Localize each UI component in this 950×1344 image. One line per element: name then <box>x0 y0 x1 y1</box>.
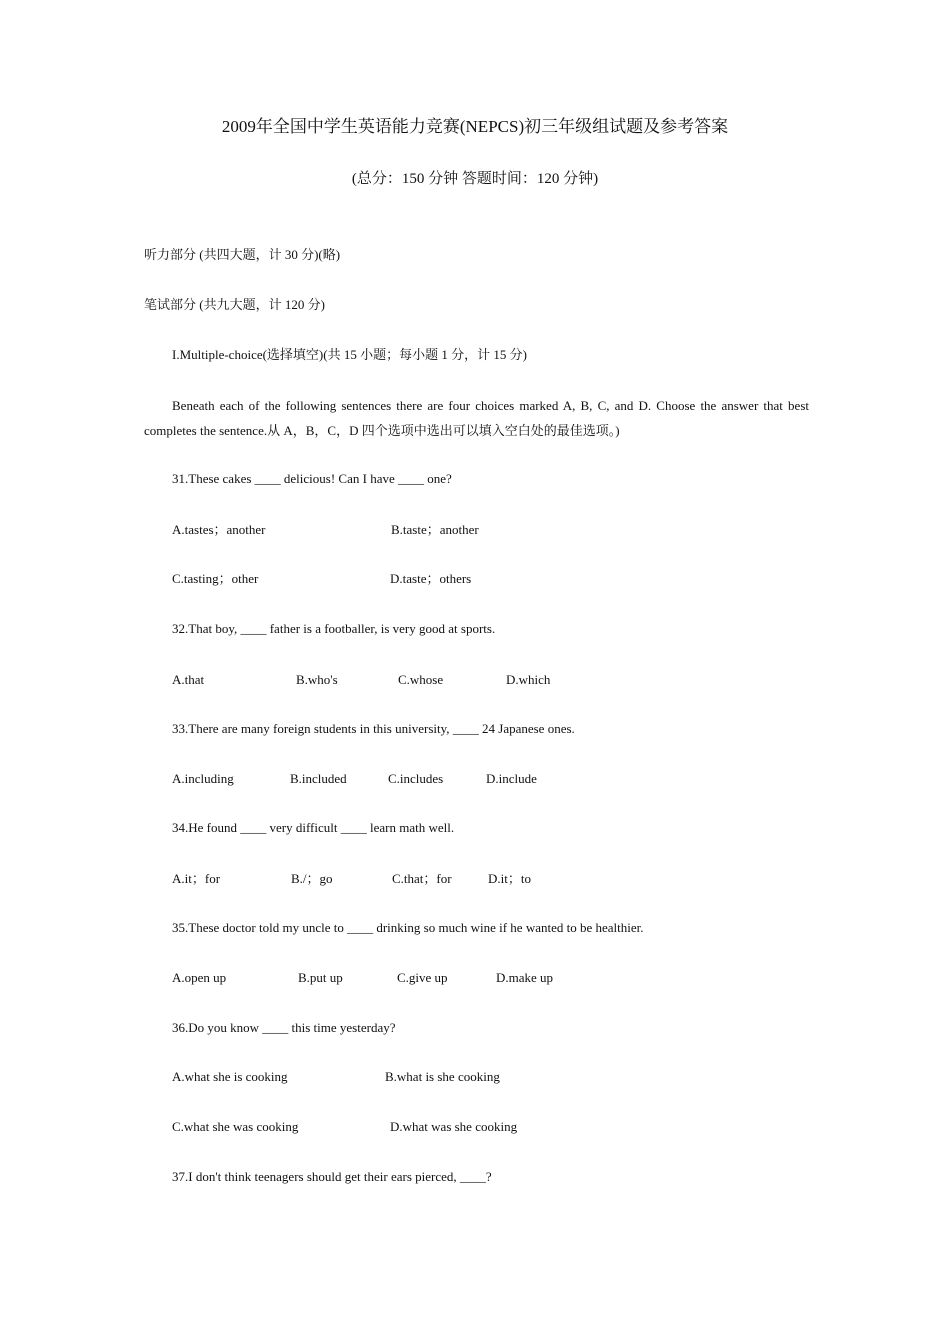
option-d: D.include <box>486 771 537 786</box>
question-stem: 34.He found ____ very difficult ____ learn math well. <box>172 820 455 835</box>
instructions-paragraph: Beneath each of the following sentences there are four choices marked A, B, C, and D. Choose the answer that best completes the sentence.从 A，B，C，D 四个选项中选出可以填入空白处的最佳选项。) <box>144 398 809 438</box>
option-b: B.what is she cooking <box>385 1069 500 1084</box>
option-a: A.tastes；another <box>172 522 266 537</box>
option-b: B.put up <box>298 970 343 985</box>
option-b: B.who's <box>296 672 338 687</box>
option-b: B.included <box>290 771 347 786</box>
question-stem: 32.That boy, ____ father is a footballer, is very good at sports. <box>172 621 496 636</box>
option-b: B./；go <box>291 871 333 886</box>
option-d: D.make up <box>496 970 554 985</box>
option-c: C.give up <box>397 970 448 985</box>
document-subtitle: (总分：150 分钟 答题时间：120 分钟) <box>351 171 599 187</box>
option-c: C.includes <box>388 771 444 786</box>
option-a: A.including <box>172 771 234 786</box>
option-a: A.that <box>172 672 205 687</box>
option-c: C.whose <box>398 672 444 687</box>
part1-heading: I.Multiple-choice(选择填空)(共 15 小题；每小题 1 分，计 15 分) <box>172 347 527 362</box>
option-a: A.it；for <box>172 871 221 886</box>
option-d: D.it；to <box>488 871 531 886</box>
option-a: A.what she is cooking <box>172 1069 288 1084</box>
option-c: C.what she was cooking <box>172 1119 299 1134</box>
listening-section-heading: 听力部分 (共四大题，计 30 分)(略) <box>144 247 341 262</box>
option-d: D.which <box>506 672 551 687</box>
option-c: C.tasting；other <box>172 571 259 586</box>
question-stem: 36.Do you know ____ this time yesterday? <box>172 1020 396 1035</box>
document-title: 2009年全国中学生英语能力竞赛(NEPCS)初三年级组试题及参考答案 <box>221 117 729 136</box>
option-d: D.what was she cooking <box>390 1119 518 1134</box>
option-b: B.taste；another <box>391 522 479 537</box>
question-stem: 31.These cakes ____ delicious! Can I have ____ one? <box>172 471 452 486</box>
option-a: A.open up <box>172 970 227 985</box>
written-section-heading: 笔试部分 (共九大题，计 120 分) <box>144 297 325 312</box>
option-c: C.that；for <box>392 871 452 886</box>
question-stem: 35.These doctor told my uncle to ____ drinking so much wine if he wanted to be healthier. <box>172 920 644 935</box>
question-stem: 33.There are many foreign students in this university, ____ 24 Japanese ones. <box>172 721 575 736</box>
option-d: D.taste；others <box>390 571 472 586</box>
question-stem: 37.I don't think teenagers should get their ears pierced, ____? <box>172 1169 492 1184</box>
